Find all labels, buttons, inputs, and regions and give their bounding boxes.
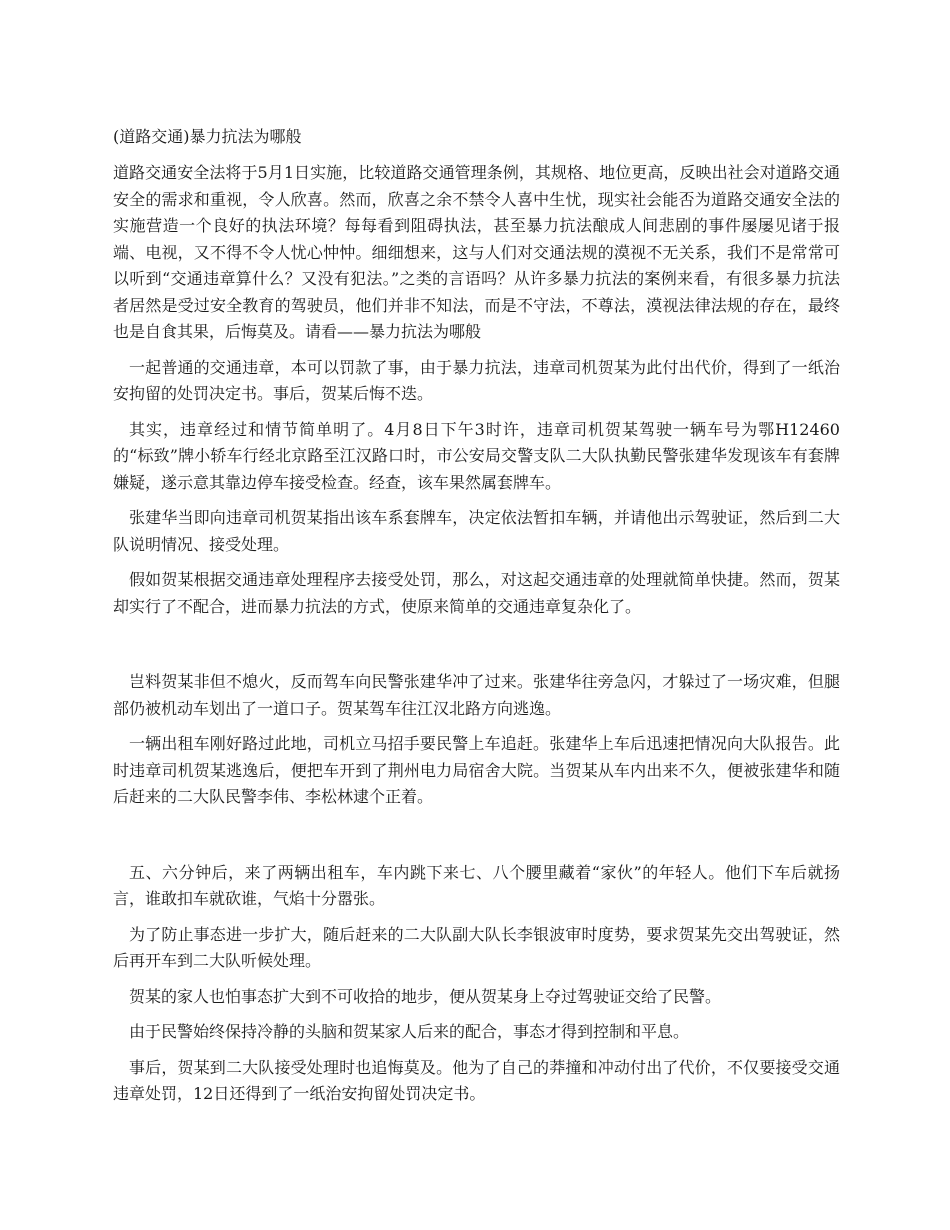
paragraph: 一辆出租车刚好路过此地，司机立马招手要民警上车追赶。张建华上车后迅速把情况向大队报告。此时违章司机贺某逃逸后，便把车开到了荆州电力局宿舍大院。当贺某从车内出来不久，便被张建华和随后赶来的二大队民警李伟、李松林逮个正着。 bbox=[113, 734, 840, 806]
document-page bbox=[113, 124, 840, 1117]
paragraph: 事后，贺某到二大队接受处理时也追悔莫及。他为了自己的莽撞和冲动付出了代价，不仅要接受交通违章处罚，12日还得到了一纸治安拘留处罚决定书。 bbox=[113, 1057, 840, 1103]
paragraph-intro: 道路交通安全法将于5月1日实施，比较道路交通管理条例，其规格、地位更高，反映出社会对道路交通安全的需求和重视，令人欣喜。然而，欣喜之余不禁令人喜中生忧，现实社会能否为道路交通安全法的实施营造一个良好的执法环境？每每看到阻碍执法，甚至暴力抗法酿成人间悲剧的事件屡屡见诸于报端、电视，又不得不令人忧心忡忡。细细想来，这与人们对交通法规的漠视不无关系，我们不是常常可以听到“交通违章算什么？又没有犯法。”之类的言语吗？从许多暴力抗法的案例来看，有很多暴力抗法者居然是受过安全教育的驾驶员，他们并非不知法，而是不守法，不尊法，漠视法律法规的存在，最终也是自食其果，后悔莫及。请看——暴力抗法为哪般 bbox=[113, 163, 840, 341]
paragraph: 贺某的家人也怕事态扩大到不可收拾的地步，便从贺某身上夺过驾驶证交给了民警。 bbox=[129, 986, 722, 1006]
paragraph: 由于民警始终保持冷静的头脑和贺某家人后来的配合，事态才得到控制和平息。 bbox=[129, 1022, 690, 1041]
paragraph: 其实，违章经过和情节简单明了。4月8日下午3时许，违章司机贺某驾驶一辆车号为鄂H12460的“标致”牌小轿车行经北京路至江汉路口时，市公安局交警支队二大队执勤民警张建华发现该车有套牌嫌疑，遂示意其靠边停车接受检查。经查，该车果然属套牌车。 bbox=[113, 419, 840, 492]
section-gap bbox=[113, 629, 840, 669]
section-gap bbox=[113, 820, 840, 860]
paragraph: 假如贺某根据交通违章处理程序去接受处罚，那么，对这起交通违章的处理就简单快捷。然而，贺某却实行了不配合，进而暴力抗法的方式，使原来简单的交通违章复杂化了。 bbox=[113, 570, 840, 616]
document-title: (道路交通)暴力抗法为哪般 bbox=[113, 127, 302, 146]
paragraph: 岂料贺某非但不熄火，反而驾车向民警张建华冲了过来。张建华往旁急闪，才躲过了一场灾难，但腿部仍被机动车划出了一道口子。贺某驾车往江汉北路方向逃逸。 bbox=[113, 672, 840, 718]
paragraph: 为了防止事态进一步扩大，随后赶来的二大队副大队长李银波审时度势，要求贺某先交出驾驶证，然后再开车到二大队听候处理。 bbox=[113, 924, 840, 970]
paragraph: 张建华当即向违章司机贺某指出该车系套牌车，决定依法暂扣车辆，并请他出示驾驶证，然后到二大队说明情况、接受处理。 bbox=[113, 508, 840, 554]
paragraph: 五、六分钟后，来了两辆出租车，车内跳下来七、八个腰里藏着“家伙”的年轻人。他们下车后就扬言，谁敢扣车就砍谁，气焰十分嚣张。 bbox=[113, 862, 840, 908]
paragraph: 一起普通的交通违章，本可以罚款了事，由于暴力抗法，违章司机贺某为此付出代价，得到了一纸治安拘留的处罚决定书。事后，贺某后悔不迭。 bbox=[113, 357, 840, 403]
